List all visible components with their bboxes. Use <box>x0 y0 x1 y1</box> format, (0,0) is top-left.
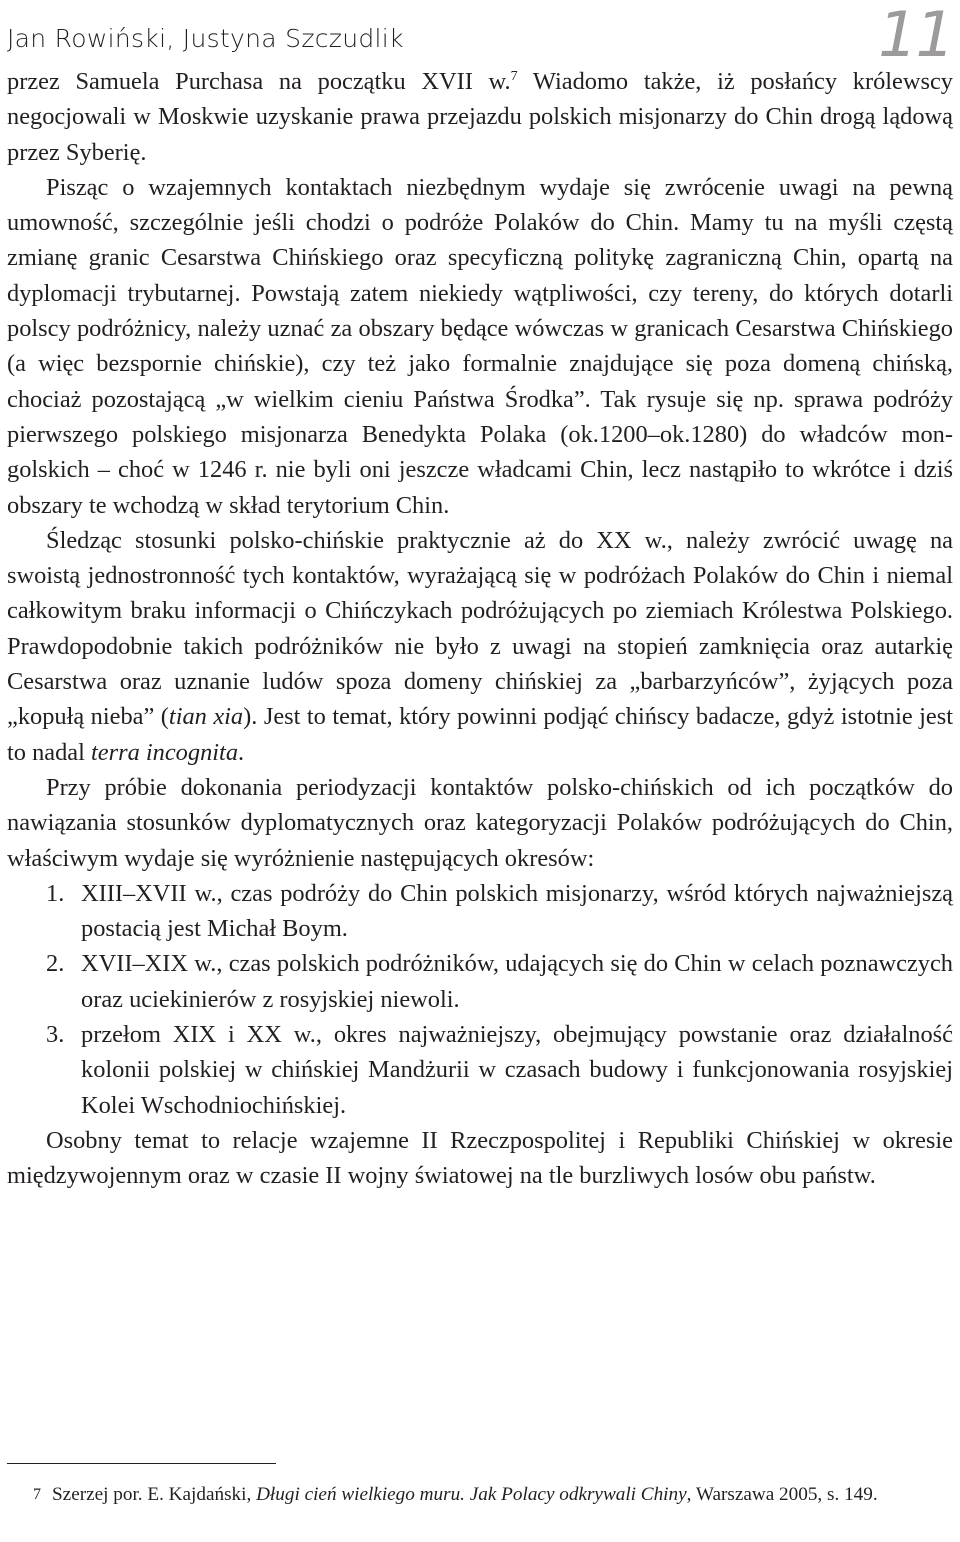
list-item-number: 1. <box>46 879 65 907</box>
page-number: 11 <box>878 0 953 71</box>
footnote-book-title: Długi cień wielkiego muru. Jak Polacy odkrywali Chiny <box>256 1484 687 1505</box>
list-item-text: XIII–XVII w., czas podróży do Chin polskich misjonarzy, wśród których najważniejszą postacią jest Michał Boym. <box>81 879 953 943</box>
paragraph-3-italic-2: terra incognita <box>91 738 239 766</box>
footnote <box>7 1481 953 1508</box>
paragraph-3-text-c: . <box>238 738 245 766</box>
footnote-text-a: Szerzej por. E. Kajdański, <box>52 1484 257 1505</box>
footnote-divider <box>7 1463 276 1464</box>
list-item-text: przełom XIX i XX w., okres najważniejszy, obejmujący powstanie oraz działalność kolonii polskiej w chińskiej Mandżurii w czasach budowy i funkcjonowania rosyjskiej Kolei Wschodniochińskiej. <box>81 1021 953 1119</box>
list-item-number: 3. <box>46 1021 65 1049</box>
paragraph-3-italic-1: tian xia <box>168 703 244 731</box>
footnote-text-b: , Warszawa 2005, s. 149. <box>686 1484 878 1505</box>
paragraph-1-text-b: Wiadomo także, iż posłańcy królewscy negocjowali w Moskwie uzyskanie prawa przejazdu polskich misjonarzy do Chin drogą lądową przez Syberię. <box>7 68 954 166</box>
paragraph-3-text-a: Śledząc stosunki polsko-chińskie praktycznie aż do XX w., należy zwrócić uwagę na swoistą jednostronność tych kontaktów, wyrażającą się w podróżach Polaków do Chin i niemal całkowitym braku informacji o Chińczykach podróżujących po ziemiach Królestwa Polskiego. Prawdopodobnie takich podróżników nie było z uwagi na stopień zamknięcia oraz autarkię Cesarstwa oraz uznanie ludów spoza domeny chińskiej za „barbarzyńców”, żyjących poza „kopułą nieba” ( <box>7 526 953 731</box>
paragraph-5: Osobny temat to relacje wzajemne II Rzeczpospolitej i Republiki Chińskiej w okresie międzywojennym oraz w czasie II wojny światowej na tle burzliwych losów obu państw. <box>7 1126 953 1190</box>
periods-list <box>7 876 953 1123</box>
list-item-number: 2. <box>46 950 65 978</box>
list-item <box>7 876 953 947</box>
paragraph-4: Przy próbie dokonania periodyzacji kontaktów polsko-chińskich od ich początków do nawiązania stosunków dyplomatycznych oraz kategoryzacji Polaków podróżujących do Chin, właściwym wydaje się wyróżnienie następujących okresów: <box>7 773 953 872</box>
list-item <box>7 1017 953 1123</box>
list-item-text: XVII–XIX w., czas polskich podróżników, udających się do Chin w celach poznawczych oraz uciekinierów z rosyjskiej niewoli. <box>81 950 953 1013</box>
footnote-number: 7 <box>33 1486 41 1503</box>
main-text <box>7 64 953 1194</box>
list-item <box>7 946 953 1017</box>
paragraph-1-text-a: przez Samuela Purchasa na początku XVII w. <box>7 68 511 95</box>
paragraph-3-text-b: ). Jest to temat, który powinni podjąć chińscy badacze, gdyż istotnie jest to nadal <box>7 703 954 766</box>
running-head: Jan Rowiński, Justyna Szczudlik <box>7 24 404 53</box>
paragraph-2: Pisząc o wzajemnych kontaktach niezbędnym wydaje się zwrócenie uwagi na pewną umowność, szczególnie jeśli chodzi o podróże Polaków do Chin. Mamy tu na myśli częstą zmianę granic Cesarstwa Chińskiego oraz specyficzną politykę zagraniczną Chin, opartą na dyplomacji trybutarnej. Powstają zatem niekiedy wątpliwości, czy tereny, do których dotarli polscy podróżnicy, należy uznać za obszary będące wówczas w granicach Cesarstwa Chińskiego (a więc bezspornie chińskie), czy też jako formalnie znajdujące się poza domeną chińską, chociaż pozostającą „w wielkim cieniu Państwa Środka”. Tak rysuje się np. sprawa podróży pierwszego polskiego misjonarza Benedykta Polaka (ok.1200–ok.1280) do władców mongolskich – choć w 1246 r. nie byli oni jeszcze władcami Chin, lecz nastąpiło to wkrótce i dziś obszary te wchodzą w skład terytorium Chin. <box>7 173 953 519</box>
paragraph-3 <box>7 523 953 770</box>
footnote-reference[interactable]: 7 <box>510 68 518 84</box>
paragraph-1 <box>7 64 953 170</box>
